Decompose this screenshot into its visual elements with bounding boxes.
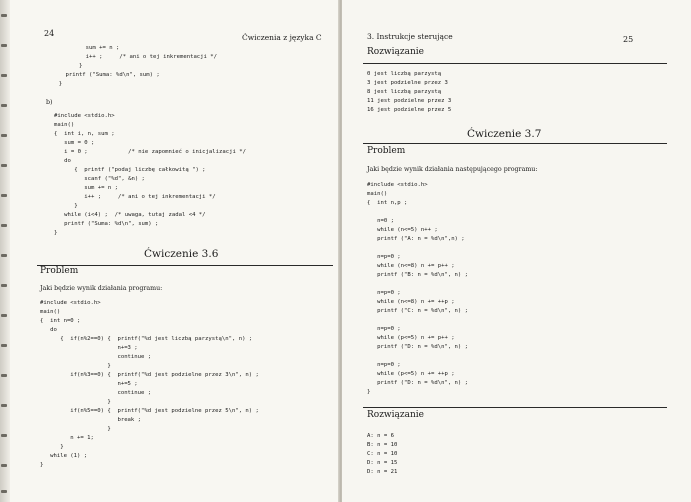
- section-rule: [363, 407, 667, 408]
- problem-text: Jaki będzie wynik działania następującego programu:: [367, 166, 538, 173]
- section-rule: [37, 265, 333, 266]
- page-number: 25: [623, 35, 634, 44]
- problem-text: Jaki będzie wynik działania programu:: [40, 285, 163, 292]
- ring-binding: [0, 0, 10, 502]
- label-b: b): [46, 99, 53, 106]
- section-title: Problem: [40, 266, 79, 276]
- solution-title: Rozwiązanie: [367, 47, 424, 57]
- code-listing-3-7: #include <stdio.h> main() { int n,p ; n=0 ; while (n<=5) n++ ; printf ("A: n = %d\n",n) ; n=p=0 ; while (n<=8) n += p++ ; printf ("B: n = %d\n", n) ; n=p=0 ; while (n<=8) n += ++p ; printf ("C: n = %d\n", n) ; n=p=0 ; while (p<=5) n += p++ ; printf ("D: n = %d\n", n) ; n=p=0 ; while (p<=5) n += ++p ; printf ("D: n = %d\n", n) ; }: [367, 182, 469, 395]
- solution-output: 0 jest liczbą parzystą 3 jest podzielne przez 3 8 jest liczbą parzystą 11 jest podzielne przez 3 16 jest podzielne przez 5: [367, 71, 452, 113]
- section-rule: [363, 63, 667, 64]
- left-page: [0, 0, 340, 502]
- page-number: 24: [44, 29, 55, 38]
- section-title: Problem: [367, 146, 406, 156]
- running-head: Ćwiczenia z języka C: [242, 33, 322, 42]
- section-rule: [363, 143, 667, 144]
- code-listing-3-6: #include <stdio.h> main() { int n=0 ; do { if(n%2==0) { printf("%d jest liczbą parzystą\n", n) ; n+=3 ; continue ; } if(n%3==0) { printf("%d jest podzielne przez 3\n", n) ; n+=5 ; continue ; } if(n%5==0) { printf("%d jest podzielne przez 5\n", n) ; break ; } n += 1; } while (1) ; }: [40, 300, 259, 468]
- code-listing-b: #include <stdio.h> main() { int i, n, sum ; sum = 0 ; i = 0 ; /* nie zapomnieć o inicjalizacji */ do { printf ("podaj liczbę całkowitą ") ; scanf ("%d", &n) ; sum += n ; i++ ; /* ani o tej inkrementacji */ } while (i<4) ; /* uwaga, tutaj zadal <4 */ printf ("Suma: %d\n", sum) ; }: [54, 113, 246, 236]
- code-listing-a-tail: sum += n ; i++ ; /* ani o tej inkrementacji */ } printf ("Suma: %d\n", sum) ; }: [58, 45, 218, 87]
- running-head: 3. Instrukcje sterujące: [367, 32, 453, 41]
- solution-output: A: n = 6 B: n = 10 C: n = 10 D: n = 15 D: n = 21: [367, 433, 398, 475]
- right-page: [342, 0, 691, 502]
- solution-title: Rozwiązanie: [367, 410, 424, 420]
- exercise-title: Ćwiczenie 3.6: [144, 248, 219, 260]
- exercise-title: Ćwiczenie 3.7: [467, 128, 542, 140]
